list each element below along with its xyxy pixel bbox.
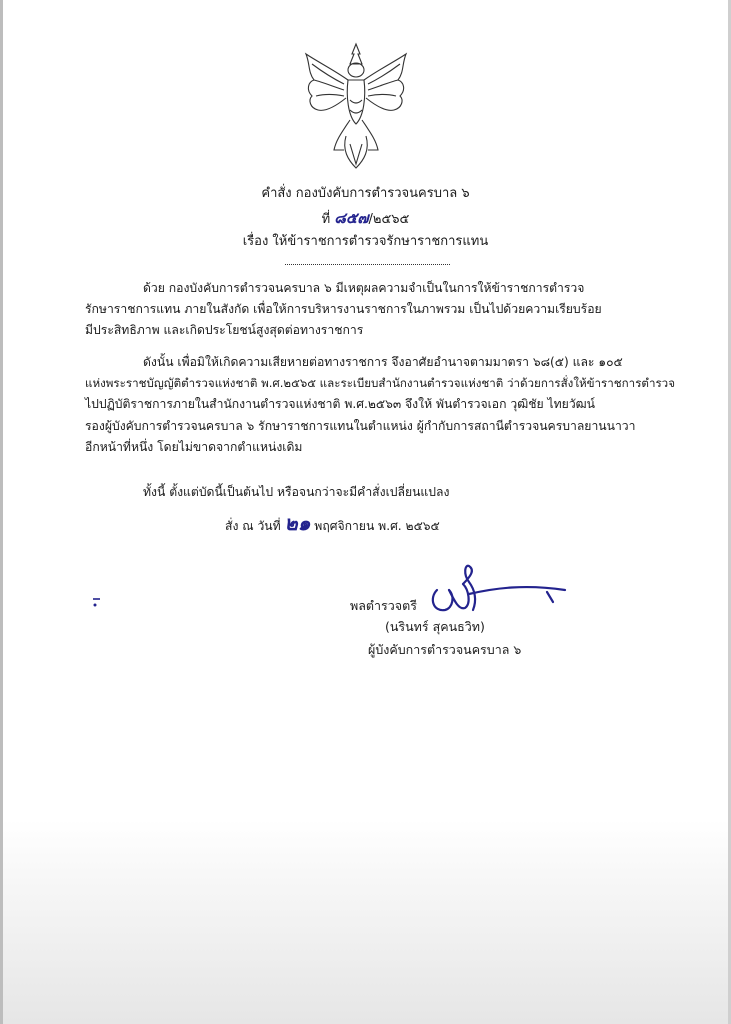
para3-line: ทั้งนี้ ตั้งแต่บัดนี้เป็นต้นไป หรือจนกว่าจะมีคำสั่งเปลี่ยนแปลง — [143, 485, 450, 499]
para2-line2: แห่งพระราชบัญญัติตำรวจแห่งชาติ พ.ศ.๒๕๖๕ และระเบียบสำนักงานตำรวจแห่งชาติ ว่าด้วยการสั่งให้ข้าราชการตำรวจ — [85, 376, 675, 390]
signatory-name: (นรินทร์ สุคนธวิท) — [385, 619, 485, 634]
signatory-position: ผู้บังคับการตำรวจนครบาล ๖ — [368, 642, 522, 657]
page-left-edge — [0, 0, 3, 1024]
para2-line3: ไปปฏิบัติราชการภายในสำนักงานตำรวจแห่งชาติ พ.ศ.๒๕๖๓ จึงให้ พันตำรวจเอก วุฒิชัย ไทยวัฒน์ — [85, 397, 596, 411]
para1-line2: รักษาราชการแทน ภายในสังกัด เพื่อให้การบริหารงานราชการในภาพรวม เป็นไปด้วยความเรียบร้อย — [85, 302, 602, 316]
para1-line3: มีประสิทธิภาพ และเกิดประโยชน์สูงสุดต่อทางราชการ — [85, 323, 364, 337]
date-suffix: พฤศจิกายน พ.ศ. ๒๕๖๕ — [314, 519, 440, 533]
order-subject: เรื่อง ให้ข้าราชการตำรวจรักษาราชการแทน — [242, 234, 489, 249]
garuda-emblem-icon — [298, 40, 414, 172]
para2-line4: รองผู้บังคับการตำรวจนครบาล ๖ รักษาราชการแทนในตำแหน่ง ผู้กำกับการสถานีตำรวจนครบาลยานนาวา — [85, 419, 636, 433]
date-line — [225, 513, 440, 537]
para2-line5: อีกหน้าที่หนึ่ง โดยไม่ขาดจากตำแหน่งเดิม — [85, 440, 303, 454]
order-number — [0, 206, 731, 230]
separator-dotted-line — [285, 264, 450, 265]
ink-mark-icon — [90, 596, 104, 610]
order-number-suffix: /๒๕๖๕ — [368, 212, 410, 227]
order-title: คำสั่ง กองบังคับการตำรวจนครบาล ๖ — [261, 186, 470, 201]
signatory-rank: พลตำรวจตรี — [350, 598, 417, 613]
date-prefix: สั่ง ณ วันที่ — [225, 519, 281, 533]
date-handwritten: ๒๑ — [284, 511, 311, 535]
order-number-prefix: ที่ — [321, 212, 331, 227]
para2-line1: ดังนั้น เพื่อมิให้เกิดความเสียหายต่อทางราชการ จึงอาศัยอำนาจตามมาตรา ๖๘(๕) และ ๑๐๕ — [143, 355, 623, 369]
order-number-handwritten: ๘๕๗ — [334, 209, 369, 227]
para1-line1: ด้วย กองบังคับการตำรวจนครบาล ๖ มีเหตุผลความจำเป็นในการให้ข้าราชการตำรวจ — [143, 281, 585, 295]
